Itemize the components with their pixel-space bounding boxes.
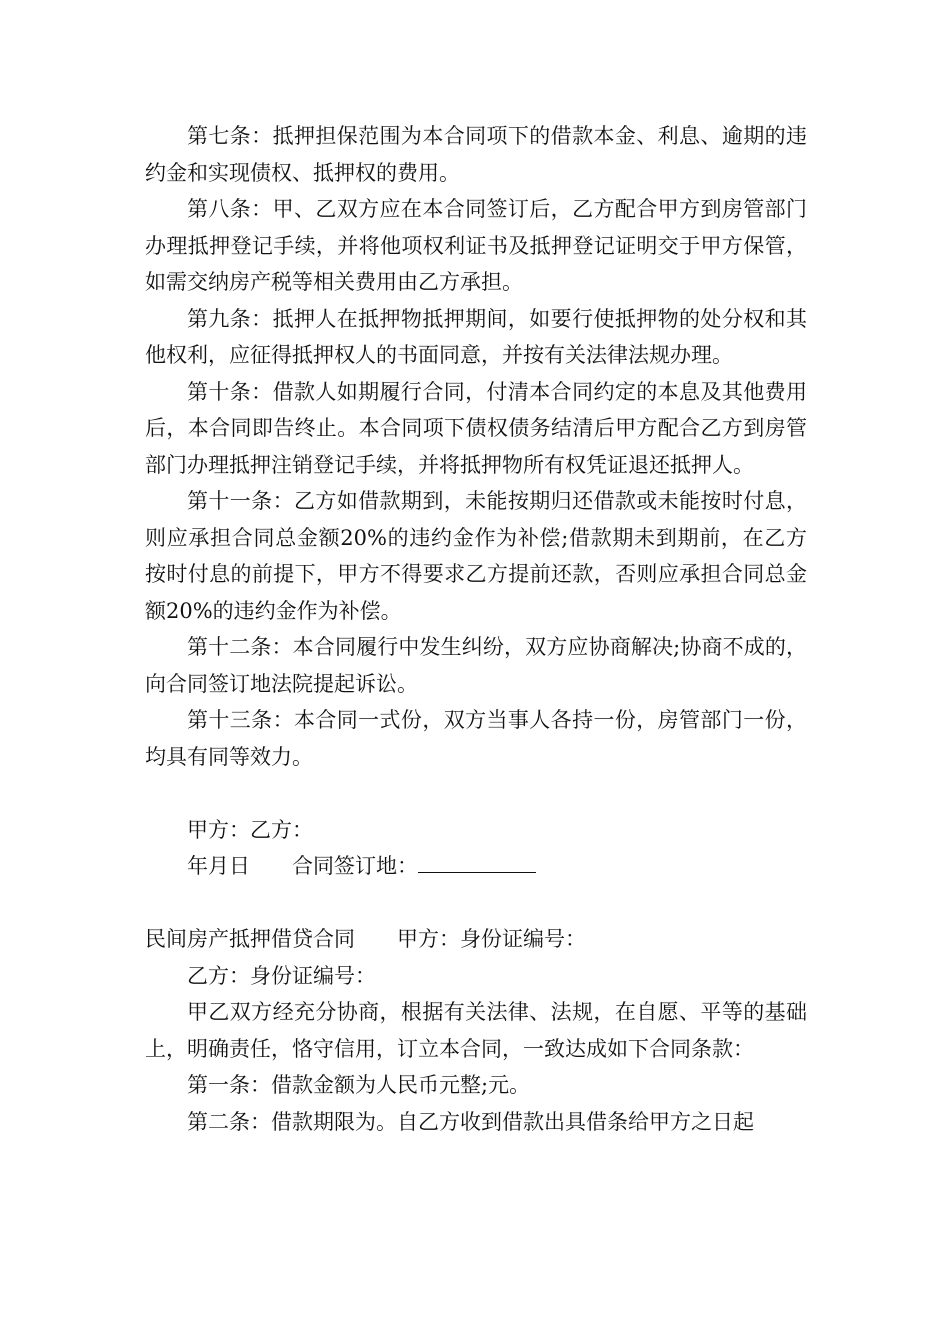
clause-1: 第一条：借款金额为人民币元整;元。 [187, 1073, 531, 1097]
clause-9: 第九条：抵押人在抵押物抵押期间，如要行使抵押物的处分权和其他权利，应征得抵押权人的书面同意，并按有关法律法规办理。 [145, 306, 807, 367]
clause-8: 第八条：甲、乙双方应在本合同签订后，乙方配合甲方到房管部门办理抵押登记手续，并将他项权利证书及抵押登记证明交于甲方保管，如需交纳房产税等相关费用由乙方承担。 [145, 197, 807, 294]
preamble: 甲乙双方经充分协商，根据有关法律、法规，在自愿、平等的基础上，明确责任，恪守信用，订立本合同，一致达成如下合同条款： [145, 1000, 807, 1061]
clause-10: 第十条：借款人如期履行合同，付清本合同约定的本息及其他费用后，本合同即告终止。本合同项下债权债务结清后甲方配合乙方到房管部门办理抵押注销登记手续，并将抵押物所有权凭证退还抵押人。 [145, 379, 807, 477]
signature-place-blank [418, 850, 536, 873]
clause-7: 第七条：抵押担保范围为本合同项下的借款本金、利息、逾期的违约金和实现债权、抵押权的费用。 [145, 124, 807, 185]
blank-line [145, 885, 807, 922]
clause-13: 第十三条：本合同一式份，双方当事人各持一份，房管部门一份，均具有同等效力。 [145, 708, 807, 769]
document-body [145, 118, 807, 1140]
clause-11: 第十一条：乙方如借款期到，未能按期归还借款或未能按时付息，则应承担合同总金额20%的违约金作为补偿;借款期未到期前，在乙方按时付息的前提下，甲方不得要求乙方提前还款，否则应承担合同总金额20%的违约金作为补偿。 [145, 489, 807, 623]
signature-parties: 甲方：乙方： [187, 817, 313, 842]
contract-title-line [145, 921, 807, 958]
party-a-line: 甲方：身份证编号： [397, 927, 586, 951]
blank-line [145, 775, 807, 812]
clause-2: 第二条：借款期限为。自乙方收到借款出具借条给甲方之日起 [187, 1109, 754, 1134]
signature-place-label: 合同签订地： [292, 854, 418, 878]
signature-date: 年月日 [187, 854, 250, 878]
party-b-line: 乙方：身份证编号： [187, 963, 376, 988]
contract-title: 民间房产抵押借贷合同 [145, 927, 355, 951]
clause-12: 第十二条：本合同履行中发生纠纷，双方应协商解决;协商不成的，向合同签订地法院提起诉讼。 [145, 635, 807, 696]
signature-date-place [145, 848, 807, 885]
